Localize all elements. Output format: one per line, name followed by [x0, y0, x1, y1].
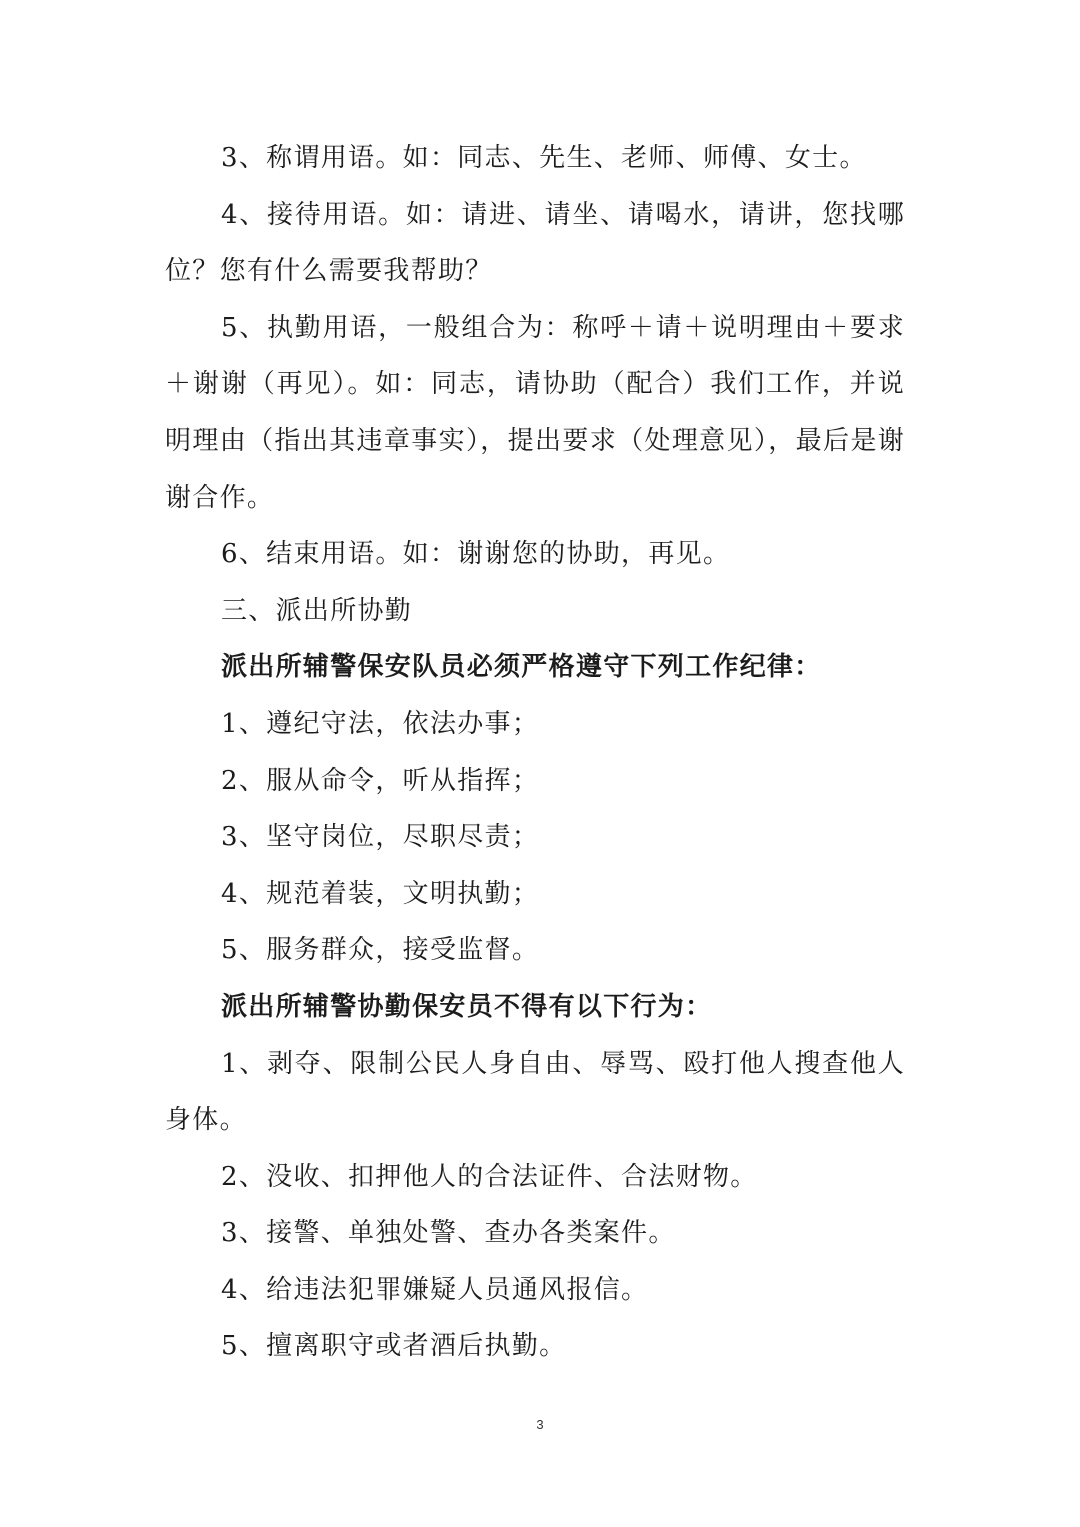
- document-body: [165, 130, 905, 1375]
- paragraph-address-terms: 3、称谓用语。如：同志、先生、老师、师傅、女士。: [221, 143, 867, 173]
- rules-heading: 派出所辅警保安队员必须严格遵守下列工作纪律：: [221, 652, 822, 683]
- rule-item: 5、服务群众，接受监督。: [221, 935, 540, 966]
- prohibition-item: 2、没收、扣押他人的合法证件、合法财物。: [221, 1161, 758, 1192]
- prohibition-item: 3、接警、单独处警、查办各类案件。: [221, 1218, 676, 1249]
- paragraph-duty-terms: 5、执勤用语，一般组合为：称呼＋请＋说明理由＋要求＋谢谢（再见）。如：同志，请协助（配合）我们工作，并说明理由（指出其违章事实），提出要求（处理意见），最后是谢谢合作。: [165, 312, 905, 513]
- page-number: 3: [536, 1417, 544, 1432]
- rule-item: 4、规范着装，文明执勤；: [221, 878, 540, 909]
- rule-item: 2、服从命令，听从指挥；: [221, 765, 540, 796]
- prohibitions-heading: 派出所辅警协勤保安员不得有以下行为：: [221, 991, 713, 1022]
- prohibition-item: 1、剥夺、限制公民人身自由、辱骂、殴打他人搜查他人身体。: [165, 1048, 905, 1136]
- rule-item: 1、遵纪守法，依法办事；: [221, 708, 540, 739]
- rule-item: 3、坚守岗位，尽职尽责；: [221, 822, 540, 853]
- prohibition-item: 5、擅离职守或者酒后执勤。: [221, 1331, 567, 1362]
- section-title: 三、派出所协勤: [221, 595, 413, 626]
- prohibition-item: 4、给违法犯罪嫌疑人员通风报信。: [221, 1274, 649, 1305]
- paragraph-reception-terms: 4、接待用语。如：请进、请坐、请喝水，请讲，您找哪位？您有什么需要我帮助？: [165, 199, 905, 287]
- paragraph-closing-terms: 6、结束用语。如：谢谢您的协助，再见。: [221, 539, 731, 570]
